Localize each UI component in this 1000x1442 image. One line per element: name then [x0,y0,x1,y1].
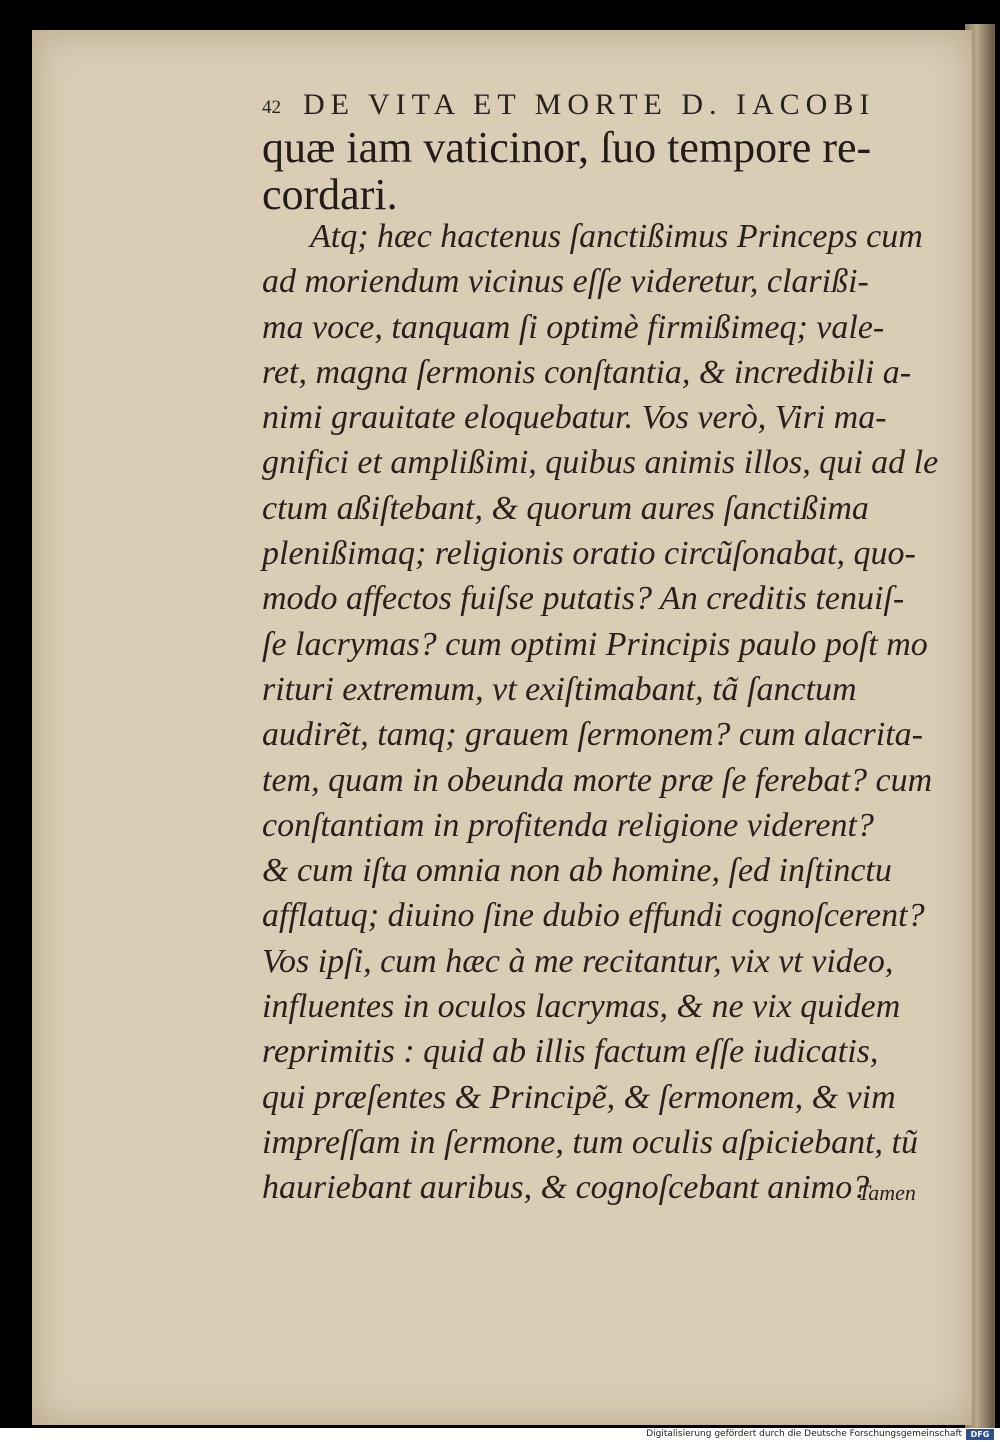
roman-line: cordari. [262,170,398,219]
italic-line: influentes in oculos lacrymas, & ne vix quidem [262,988,901,1026]
italic-line: impreſſam in ſermone, tum oculis aſpiciebant, tũ [262,1123,918,1161]
running-head-title: DE VITA ET MORTE D. IACOBI [303,88,876,121]
italic-line: nimi grauitate eloquebatur. Vos verò, Viri ma- [262,399,887,437]
italic-text-block [262,214,962,1211]
italic-line: conſtantiam in profitenda religione viderent? [262,806,874,844]
catchword: Tamen [858,1180,916,1205]
italic-line: gnifici et amplißimi, quibus animis illos, qui ad le [262,444,939,482]
footer-bar [0,1428,1000,1442]
italic-line: hauriebant auribus, & cognoſcebant animo? [262,1169,870,1207]
dfg-logo-icon: DFG [966,1429,994,1440]
roman-text-block [262,124,952,218]
italic-line: afflatuq; diuino ſine dubio effundi cognoſcerent? [262,897,925,935]
italic-line: Vos ipſi, cum hæc à me recitantur, vix vt video, [262,942,894,980]
italic-line: ctum aßiſtebant, & quorum aures ſanctißima [262,489,869,527]
running-head [262,88,922,122]
folio-number: 42 [262,97,281,118]
italic-line: audirẽt, tamq; grauem ſermonem? cum alacrita- [262,716,924,754]
italic-line: plenißimaq; religionis oratio circũſonabat, quo- [262,535,916,573]
italic-line: qui præſentes & Principẽ, & ſermonem, & vim [262,1078,896,1116]
italic-line: tem, quam in obeunda morte præ ſe ferebat? cum [262,761,933,799]
italic-line: ad moriendum vicinus eſſe videretur, clarißi- [262,263,869,301]
italic-line: & cum iſta omnia non ab homine, ſed inſtinctu [262,852,892,890]
italic-line: ſe lacrymas? cum optimi Principis paulo poſt mo [262,625,928,663]
italic-line: reprimitis : quid ab illis factum eſſe iudicatis, [262,1033,879,1071]
funding-credit: Digitalisierung gefördert durch die Deutsche Forschungsgemeinschaft [646,1429,962,1439]
roman-line: quæ iam vaticinor, ſuo tempore re- [262,123,872,172]
italic-line: Atq; hæc hactenus ſanctißimus Princeps cum [310,218,923,255]
italic-line: rituri extremum, vt exiſtimabant, tã ſanctum [262,670,857,708]
italic-line: ma voce, tanquam ſi optimè firmißimeq; vale- [262,308,885,346]
italic-line: modo affectos fuiſse putatis? An creditis tenuiſ- [262,580,905,618]
italic-line: ret, magna ſermonis conſtantia, & incredibili a- [262,353,912,391]
